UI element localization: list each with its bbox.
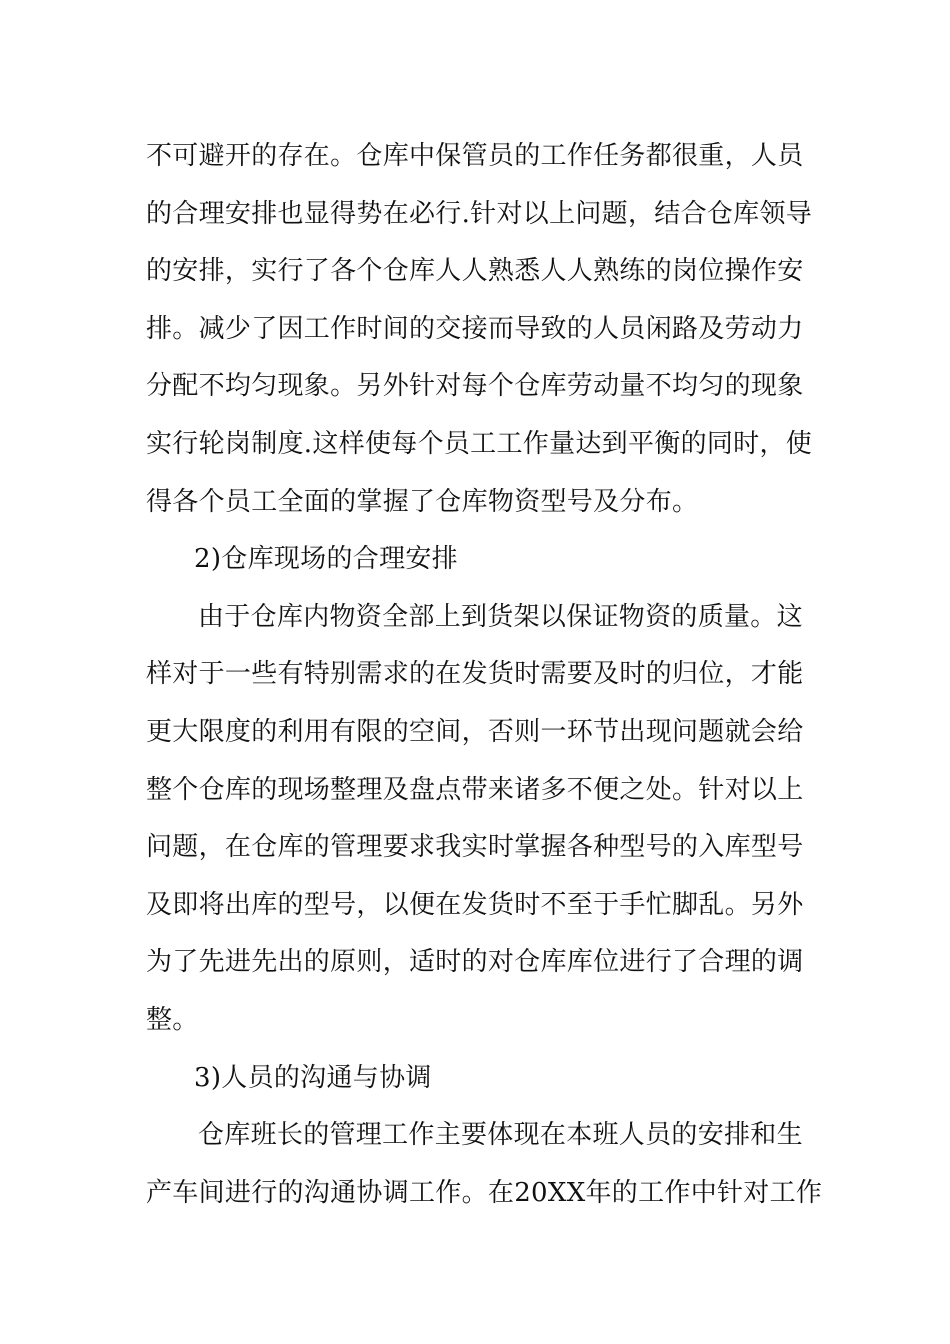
text-line: 更大限度的利用有限的空间，否则一环节出现问题就会给 bbox=[146, 716, 804, 747]
text-line: 排。减少了因工作时间的交接而导致的人员闲路及劳动力 bbox=[146, 313, 804, 344]
text-line: 及即将出库的型号，以便在发货时不至于手忙脚乱。另外 bbox=[146, 889, 804, 920]
section-heading: 2)仓库现场的合理安排 bbox=[194, 544, 458, 575]
text-line: 产车间进行的沟通协调工作。在20XX年的工作中针对工作 bbox=[146, 1177, 823, 1208]
section-heading: 3)人员的沟通与协调 bbox=[194, 1062, 432, 1093]
paragraph-first-line: 仓库班长的管理工作主要体现在本班人员的安排和生 bbox=[198, 1120, 803, 1151]
text-line: 不可避开的存在。仓库中保管员的工作任务都很重，人员 bbox=[146, 141, 804, 171]
text-line: 样对于一些有特别需求的在发货时需要及时的归位，才能 bbox=[146, 659, 804, 690]
text-line: 的安排，实行了各个仓库人人熟悉人人熟练的岗位操作安 bbox=[146, 256, 804, 287]
document-body bbox=[146, 128, 823, 1222]
text-line: 整个仓库的现场整理及盘点带来诸多不便之处。针对以上 bbox=[146, 774, 804, 805]
text-line: 的合理安排也显得势在必行.针对以上问题，结合仓库领导 bbox=[146, 198, 813, 229]
text-line: 实行轮岗制度.这样使每个员工工作量达到平衡的同时，使 bbox=[146, 428, 813, 459]
text-line: 整。 bbox=[146, 1004, 199, 1035]
text-line: 分配不均匀现象。另外针对每个仓库劳动量不均匀的现象 bbox=[146, 371, 804, 402]
text-line: 问题，在仓库的管理要求我实时掌握各种型号的入库型号 bbox=[146, 832, 804, 863]
paragraph-first-line: 由于仓库内物资全部上到货架以保证物资的质量。这 bbox=[198, 601, 803, 632]
text-line: 得各个员工全面的掌握了仓库物资型号及分布。 bbox=[146, 486, 699, 517]
text-line: 为了先进先出的原则，适时的对仓库库位进行了合理的调 bbox=[146, 947, 804, 978]
